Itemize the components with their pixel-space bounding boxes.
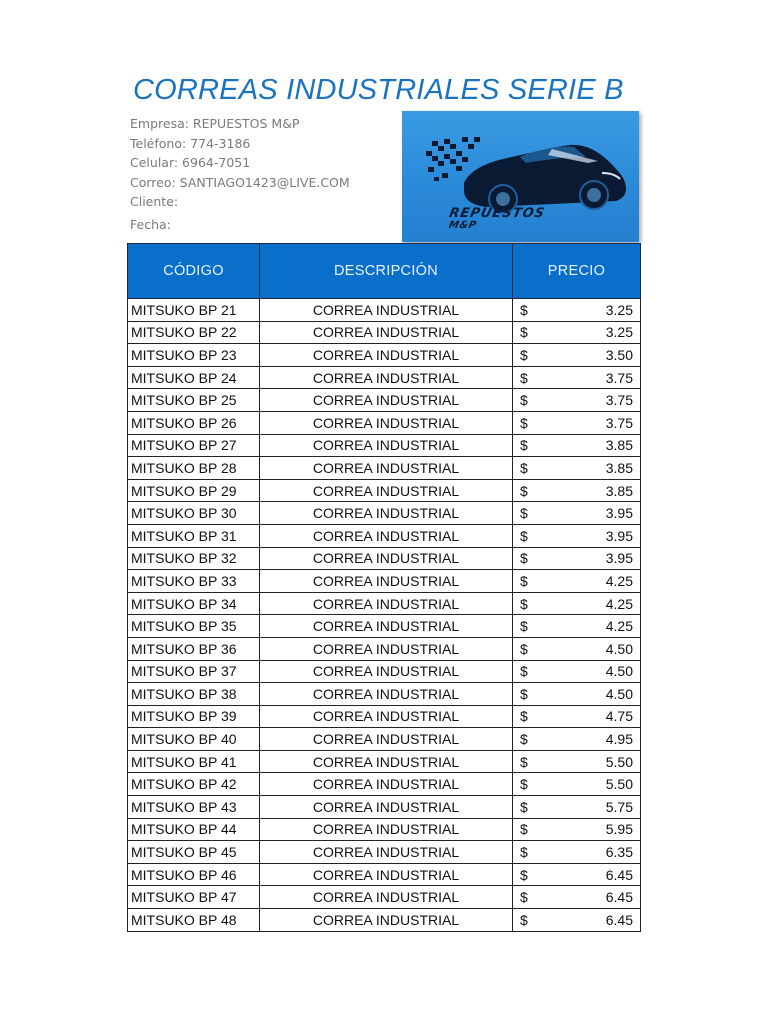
price-value: 4.25 [605, 595, 633, 612]
currency-symbol: $ [520, 527, 528, 544]
currency-symbol: $ [520, 572, 528, 589]
cell-price [513, 344, 641, 367]
table-row [128, 592, 641, 615]
header-code: CÓDIGO [128, 244, 260, 299]
cell-code: MITSUKO BP 45 [128, 841, 260, 864]
cell-description: CORREA INDUSTRIAL [260, 750, 513, 773]
table-row [128, 750, 641, 773]
cell-price [513, 570, 641, 593]
currency-symbol: $ [520, 346, 528, 363]
logo-text [445, 208, 546, 232]
cell-price [513, 524, 641, 547]
currency-symbol: $ [520, 482, 528, 499]
cell-description: CORREA INDUSTRIAL [260, 886, 513, 909]
cell-code: MITSUKO BP 31 [128, 524, 260, 547]
cell-code: MITSUKO BP 23 [128, 344, 260, 367]
currency-symbol: $ [520, 369, 528, 386]
cell-code: MITSUKO BP 44 [128, 818, 260, 841]
price-value: 3.75 [605, 369, 633, 386]
cell-description: CORREA INDUSTRIAL [260, 728, 513, 751]
cell-code: MITSUKO BP 26 [128, 411, 260, 434]
price-value: 6.45 [605, 889, 633, 906]
cell-price [513, 299, 641, 322]
currency-symbol: $ [520, 866, 528, 883]
price-value: 4.50 [605, 663, 633, 680]
currency-symbol: $ [520, 889, 528, 906]
cell-price [513, 592, 641, 615]
price-value: 3.85 [605, 482, 633, 499]
cell-price [513, 637, 641, 660]
table-row [128, 796, 641, 819]
currency-symbol: $ [520, 731, 528, 748]
cell-price [513, 434, 641, 457]
cell-price [513, 863, 641, 886]
cell-code: MITSUKO BP 41 [128, 750, 260, 773]
cell-description: CORREA INDUSTRIAL [260, 909, 513, 932]
table-row [128, 389, 641, 412]
price-value: 6.45 [605, 911, 633, 928]
cell-description: CORREA INDUSTRIAL [260, 570, 513, 593]
cell-code: MITSUKO BP 32 [128, 547, 260, 570]
cell-description: CORREA INDUSTRIAL [260, 411, 513, 434]
cell-description: CORREA INDUSTRIAL [260, 863, 513, 886]
currency-symbol: $ [520, 640, 528, 657]
cell-code: MITSUKO BP 46 [128, 863, 260, 886]
table-row [128, 434, 641, 457]
company-name: Empresa: REPUESTOS M&P [130, 116, 300, 131]
cell-price [513, 705, 641, 728]
table-row [128, 457, 641, 480]
cell-code: MITSUKO BP 22 [128, 321, 260, 344]
cell-description: CORREA INDUSTRIAL [260, 389, 513, 412]
cell-code: MITSUKO BP 24 [128, 366, 260, 389]
price-value: 3.75 [605, 414, 633, 431]
price-value: 3.85 [605, 437, 633, 454]
logo-name: REPUESTOS [447, 206, 547, 221]
price-value: 4.75 [605, 708, 633, 725]
cell-price [513, 750, 641, 773]
price-value: 3.95 [605, 550, 633, 567]
table-row [128, 344, 641, 367]
cell-price [513, 683, 641, 706]
table-header-row [128, 244, 641, 299]
company-email: Correo: SANTIAGO1423@LIVE.COM [130, 174, 350, 190]
cell-code: MITSUKO BP 29 [128, 479, 260, 502]
price-table [127, 243, 641, 932]
cell-price [513, 728, 641, 751]
cell-code: MITSUKO BP 48 [128, 909, 260, 932]
logo-subtitle: M&P [447, 220, 478, 231]
table-row [128, 502, 641, 525]
cell-price [513, 321, 641, 344]
cell-description: CORREA INDUSTRIAL [260, 818, 513, 841]
currency-symbol: $ [520, 437, 528, 454]
currency-symbol: $ [520, 821, 528, 838]
cell-code: MITSUKO BP 28 [128, 457, 260, 480]
currency-symbol: $ [520, 753, 528, 770]
cell-code: MITSUKO BP 42 [128, 773, 260, 796]
currency-symbol: $ [520, 618, 528, 635]
cell-price [513, 818, 641, 841]
cell-code: MITSUKO BP 38 [128, 683, 260, 706]
currency-symbol: $ [520, 414, 528, 431]
cell-price [513, 547, 641, 570]
price-value: 3.95 [605, 505, 633, 522]
table-row [128, 841, 641, 864]
cell-description: CORREA INDUSTRIAL [260, 502, 513, 525]
table-row [128, 570, 641, 593]
date-field: Fecha: [130, 216, 171, 232]
cell-description: CORREA INDUSTRIAL [260, 841, 513, 864]
cell-price [513, 841, 641, 864]
currency-symbol: $ [520, 392, 528, 409]
cell-description: CORREA INDUSTRIAL [260, 366, 513, 389]
company-info [130, 114, 350, 234]
cell-description: CORREA INDUSTRIAL [260, 344, 513, 367]
company-phone: Teléfono: 774-3186 [130, 135, 251, 151]
price-value: 3.50 [605, 346, 633, 363]
table-row [128, 411, 641, 434]
cell-description: CORREA INDUSTRIAL [260, 547, 513, 570]
cell-code: MITSUKO BP 33 [128, 570, 260, 593]
cell-price [513, 457, 641, 480]
table-row [128, 547, 641, 570]
cell-code: MITSUKO BP 36 [128, 637, 260, 660]
cell-description: CORREA INDUSTRIAL [260, 299, 513, 322]
table-row [128, 886, 641, 909]
cell-price [513, 389, 641, 412]
currency-symbol: $ [520, 798, 528, 815]
cell-code: MITSUKO BP 34 [128, 592, 260, 615]
currency-symbol: $ [520, 844, 528, 861]
table-row [128, 818, 641, 841]
price-value: 5.50 [605, 776, 633, 793]
price-value: 3.85 [605, 459, 633, 476]
cell-price [513, 366, 641, 389]
price-value: 4.95 [605, 731, 633, 748]
table-row [128, 683, 641, 706]
cell-price [513, 909, 641, 932]
table-row [128, 660, 641, 683]
cell-price [513, 502, 641, 525]
currency-symbol: $ [520, 505, 528, 522]
cell-description: CORREA INDUSTRIAL [260, 592, 513, 615]
cell-description: CORREA INDUSTRIAL [260, 457, 513, 480]
cell-code: MITSUKO BP 37 [128, 660, 260, 683]
cell-description: CORREA INDUSTRIAL [260, 637, 513, 660]
price-value: 3.75 [605, 392, 633, 409]
currency-symbol: $ [520, 301, 528, 318]
cell-description: CORREA INDUSTRIAL [260, 705, 513, 728]
table-row [128, 728, 641, 751]
cell-description: CORREA INDUSTRIAL [260, 796, 513, 819]
price-value: 5.50 [605, 753, 633, 770]
cell-code: MITSUKO BP 47 [128, 886, 260, 909]
cell-description: CORREA INDUSTRIAL [260, 434, 513, 457]
company-cellphone: Celular: 6964-7051 [130, 155, 251, 170]
cell-price [513, 479, 641, 502]
currency-symbol: $ [520, 776, 528, 793]
cell-description: CORREA INDUSTRIAL [260, 524, 513, 547]
currency-symbol: $ [520, 663, 528, 680]
header-price: PRECIO [513, 244, 641, 299]
table-row [128, 909, 641, 932]
price-value: 4.50 [605, 685, 633, 702]
cell-price [513, 773, 641, 796]
page-title: CORREAS INDUSTRIALES SERIE B [133, 74, 624, 106]
price-value: 5.95 [605, 821, 633, 838]
table-row [128, 366, 641, 389]
currency-symbol: $ [520, 324, 528, 341]
table-row [128, 615, 641, 638]
price-value: 3.25 [605, 324, 633, 341]
cell-code: MITSUKO BP 25 [128, 389, 260, 412]
table-row [128, 299, 641, 322]
cell-code: MITSUKO BP 30 [128, 502, 260, 525]
cell-code: MITSUKO BP 27 [128, 434, 260, 457]
price-value: 4.25 [605, 618, 633, 635]
table-row [128, 705, 641, 728]
cell-price [513, 796, 641, 819]
cell-price [513, 615, 641, 638]
price-value: 6.35 [605, 844, 633, 861]
cell-code: MITSUKO BP 21 [128, 299, 260, 322]
currency-symbol: $ [520, 550, 528, 567]
cell-description: CORREA INDUSTRIAL [260, 479, 513, 502]
table-row [128, 321, 641, 344]
cell-price [513, 886, 641, 909]
cell-code: MITSUKO BP 43 [128, 796, 260, 819]
currency-symbol: $ [520, 595, 528, 612]
price-value: 4.50 [605, 640, 633, 657]
currency-symbol: $ [520, 459, 528, 476]
client-field: Cliente: [130, 194, 179, 209]
currency-symbol: $ [520, 708, 528, 725]
cell-price [513, 411, 641, 434]
price-value: 4.25 [605, 572, 633, 589]
header-description: DESCRIPCIÓN [260, 244, 513, 299]
table-row [128, 479, 641, 502]
cell-code: MITSUKO BP 40 [128, 728, 260, 751]
table-row [128, 773, 641, 796]
cell-description: CORREA INDUSTRIAL [260, 660, 513, 683]
cell-description: CORREA INDUSTRIAL [260, 615, 513, 638]
cell-price [513, 660, 641, 683]
company-logo [402, 111, 639, 242]
currency-symbol: $ [520, 685, 528, 702]
cell-description: CORREA INDUSTRIAL [260, 773, 513, 796]
table-row [128, 637, 641, 660]
table-body [128, 299, 641, 932]
cell-code: MITSUKO BP 35 [128, 615, 260, 638]
currency-symbol: $ [520, 911, 528, 928]
table-row [128, 524, 641, 547]
price-value: 6.45 [605, 866, 633, 883]
price-value: 5.75 [605, 798, 633, 815]
price-value: 3.25 [605, 301, 633, 318]
table-row [128, 863, 641, 886]
price-value: 3.95 [605, 527, 633, 544]
cell-description: CORREA INDUSTRIAL [260, 321, 513, 344]
cell-description: CORREA INDUSTRIAL [260, 683, 513, 706]
cell-code: MITSUKO BP 39 [128, 705, 260, 728]
